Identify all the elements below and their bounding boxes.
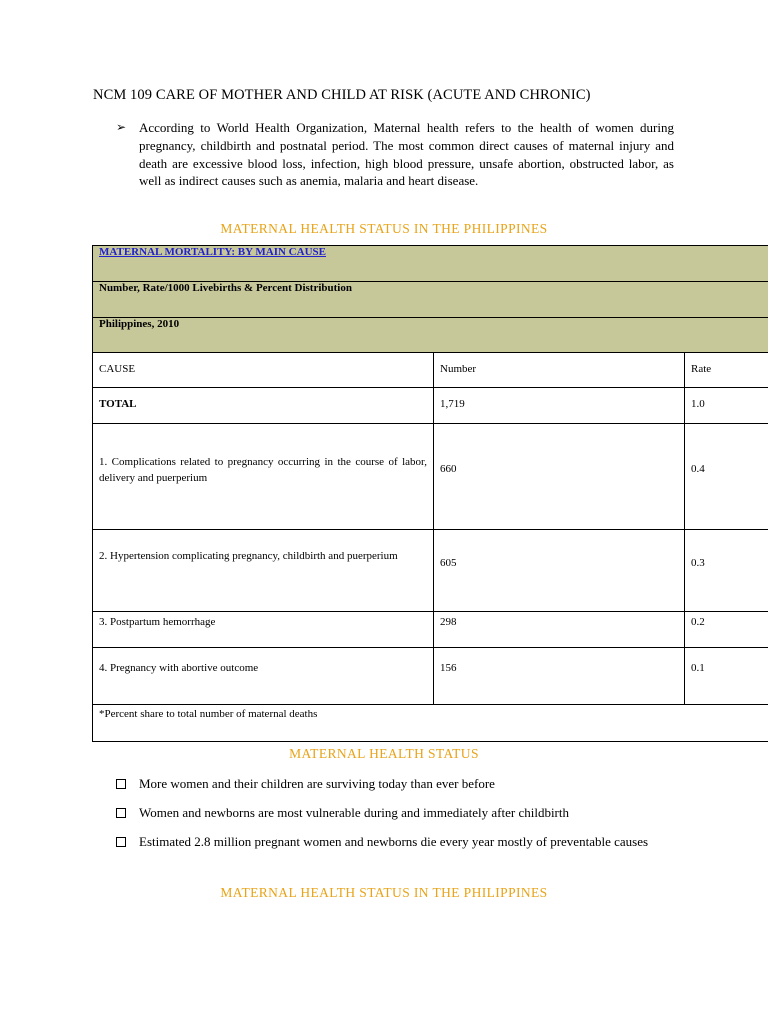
header-rate: Rate xyxy=(685,353,768,388)
table-place-row xyxy=(93,318,768,353)
list-item xyxy=(116,804,674,822)
row-rate: 1.0 xyxy=(685,388,768,424)
row-rate: 0.4 xyxy=(685,424,768,530)
table-row xyxy=(93,648,768,705)
row-cause: 2. Hypertension complicating pregnancy, childbirth and puerperium xyxy=(93,530,434,612)
table-header-row xyxy=(93,353,768,388)
table-title-row xyxy=(93,246,768,282)
table-footnote-row xyxy=(93,705,768,742)
row-number: 660 xyxy=(434,424,685,530)
header-number: Number xyxy=(434,353,685,388)
row-cause: 3. Postpartum hemorrhage xyxy=(93,612,434,648)
row-number: 1,719 xyxy=(434,388,685,424)
maternal-mortality-table xyxy=(92,245,768,742)
list-item-text: Women and newborns are most vulnerable during and immediately after childbirth xyxy=(139,805,569,820)
section-heading-philippines: MATERNAL HEALTH STATUS IN THE PHILIPPINES xyxy=(220,221,548,236)
intro-paragraph xyxy=(116,119,674,190)
table-subtitle-row xyxy=(93,282,768,318)
arrow-bullet-icon: ➢ xyxy=(116,120,127,134)
table-row xyxy=(93,612,768,648)
header-cause: CAUSE xyxy=(93,353,434,388)
row-cause: 4. Pregnancy with abortive outcome xyxy=(93,648,434,705)
table-row xyxy=(93,388,768,424)
checkbox-bullet-icon xyxy=(116,837,126,847)
intro-text: According to World Health Organization, Maternal health refers to the health of women during pregnancy, childbirth and postnatal period. The most common direct causes of maternal injury and death are excessive blood loss, infection, high blood pressure, unsafe abortion, obstructed labor, as well as indirect causes such as anemia, malaria and heart disease. xyxy=(139,120,674,189)
row-rate: 0.1 xyxy=(685,648,768,705)
list-item xyxy=(116,775,674,793)
row-number: 298 xyxy=(434,612,685,648)
row-rate: 0.2 xyxy=(685,612,768,648)
row-cause: 1. Complications related to pregnancy occurring in the course of labor, delivery and puerperium xyxy=(93,424,434,530)
row-rate: 0.3 xyxy=(685,530,768,612)
status-bullet-list xyxy=(116,775,674,862)
row-number: 156 xyxy=(434,648,685,705)
table-title-link[interactable]: MATERNAL MORTALITY: BY MAIN CAUSE xyxy=(99,246,326,258)
checkbox-bullet-icon xyxy=(116,779,126,789)
table-row xyxy=(93,424,768,530)
list-item-text: Estimated 2.8 million pregnant women and newborns die every year mostly of preventable causes xyxy=(139,834,649,849)
section-heading-philippines-2: MATERNAL HEALTH STATUS IN THE PHILIPPINES xyxy=(220,885,548,900)
table-footnote: *Percent share to total number of maternal deaths xyxy=(93,705,768,742)
row-cause: TOTAL xyxy=(93,388,434,424)
table-place-year: Philippines, 2010 xyxy=(93,318,768,353)
section-heading-status: MATERNAL HEALTH STATUS xyxy=(289,746,479,761)
list-item xyxy=(116,833,674,851)
document-title: NCM 109 CARE OF MOTHER AND CHILD AT RISK (ACUTE AND CHRONIC) xyxy=(93,87,591,103)
list-item-text: More women and their children are surviving today than ever before xyxy=(139,776,495,791)
checkbox-bullet-icon xyxy=(116,808,126,818)
row-number: 605 xyxy=(434,530,685,612)
table-subtitle: Number, Rate/1000 Livebirths & Percent Distribution xyxy=(93,282,768,318)
table-row xyxy=(93,530,768,612)
